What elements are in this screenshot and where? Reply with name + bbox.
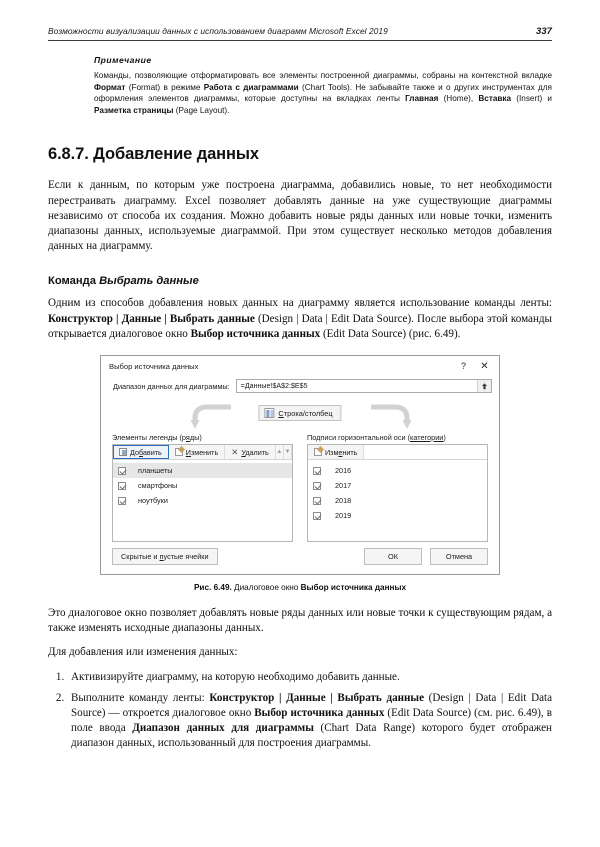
axis-toolbar	[308, 445, 487, 460]
subsection-heading	[48, 275, 552, 287]
subsection-paragraph	[48, 296, 552, 342]
axis-labels-pane	[307, 433, 488, 542]
add-pre: До	[130, 447, 139, 457]
range-label-accesskey: Д	[113, 381, 118, 391]
hidden-pre: Скрытые и	[121, 552, 160, 561]
edit-axis-label	[325, 448, 357, 457]
add-icon	[119, 448, 127, 456]
note-bold-format: Формат	[94, 82, 126, 92]
delete-series-label	[241, 448, 268, 457]
move-up-icon[interactable]: ▲	[276, 445, 284, 459]
list-item-label: планшеты	[138, 466, 173, 475]
note-block	[94, 55, 552, 116]
chart-data-range-label	[113, 382, 230, 391]
axis-labels-list[interactable]	[308, 460, 487, 541]
sp-bold-ribbon-path: Конструктор | Данные | Выбрать данные	[48, 312, 255, 325]
subsection-heading-plain: Команда	[48, 275, 100, 288]
step-2-text-1: Выполните команду ленты:	[71, 691, 210, 704]
chart-data-range-row	[101, 376, 499, 397]
list-item-label: смартфоны	[138, 481, 178, 490]
edit-icon	[175, 448, 183, 456]
delete-series-button[interactable]	[225, 445, 276, 459]
legend-entries-label	[112, 433, 293, 442]
list-item[interactable]	[113, 463, 292, 478]
list-item[interactable]	[308, 478, 487, 493]
hidden-post: устые ячейки	[163, 552, 209, 561]
note-bold-chart-tools: Работа с диаграммами	[203, 82, 299, 92]
list-item[interactable]	[308, 463, 487, 478]
sp-text-3: (Edit Data Source) (рис. 6.49).	[320, 327, 461, 340]
axis-label-accesskey: категории	[410, 433, 444, 442]
page-number: 337	[535, 26, 552, 37]
switch-row-column-label	[278, 409, 332, 418]
legend-label-b: ды)	[189, 433, 202, 442]
subsection-heading-italic: Выбрать данные	[99, 275, 199, 288]
legend-toolbar	[113, 445, 292, 460]
step-1-text: Активизируйте диаграмму, на которую необходимо добавить данные.	[71, 670, 400, 683]
step-2-text-4: (Chart Data Range) которого будет отображен диапазон данных, использованный для построения диаграммы.	[71, 722, 552, 750]
list-item[interactable]	[113, 478, 292, 493]
note-bold-insert: Вставка	[478, 94, 512, 104]
move-down-icon[interactable]: ▼	[284, 445, 292, 459]
note-bold-home: Главная	[405, 94, 439, 104]
chart-data-range-input[interactable]: =Данные!$A$2:$E$5	[240, 382, 308, 390]
running-head	[48, 26, 552, 40]
steps-list	[48, 670, 552, 752]
cancel-button[interactable]: Отмена	[430, 548, 488, 565]
section-heading: 6.8.7. Добавление данных	[48, 145, 259, 164]
left-curved-arrow-icon	[189, 401, 233, 433]
checkbox-icon[interactable]	[313, 497, 321, 505]
edit-axis-post: нить	[342, 447, 358, 457]
axis-toolbar-filler	[364, 445, 487, 459]
close-icon[interactable]: ✕	[480, 360, 489, 372]
legend-entries-box	[112, 444, 293, 542]
legend-entries-pane	[112, 433, 293, 542]
list-item[interactable]	[308, 508, 487, 523]
edit-accesskey: И	[185, 447, 191, 457]
figure-6-49	[48, 355, 552, 592]
axis-labels-box	[307, 444, 488, 542]
sp-text-1: Одним из способов добавления новых данных на диаграмму является использование команды ленты:	[48, 297, 552, 310]
header-rule	[48, 40, 552, 41]
section-paragraph: Если к данным, по которым уже построена диаграмма, добавились новые, то нет необходимости перестраивать диаграмму. Excel позволяет добавлять данные на уже существующие диаграммы независимо от способа их создания. Можно добавить новые ряды данных или новые точки, изменить диапазоны данных, используемые диаграммой. При этом существует несколько методов добавления данных на диаграмму.	[48, 179, 552, 253]
note-text-4: (Home),	[438, 94, 479, 104]
step-2-bold-dialog: Выбор источника данных	[254, 707, 385, 720]
note-text-2: (Format) в режиме	[125, 82, 204, 92]
hidden-accesskey: п	[159, 552, 164, 561]
checkbox-icon[interactable]	[313, 512, 321, 520]
note-text-5: (Insert) и	[511, 94, 552, 104]
list-item-label: ноутбуки	[138, 496, 168, 505]
dialog-title: Выбор источника данных	[109, 361, 199, 371]
legend-entries-list[interactable]	[113, 460, 292, 541]
edit-series-label	[186, 448, 218, 457]
step-2-text-3: (Edit Data Source) (см. рис. 6.49), в поле ввода	[71, 707, 552, 735]
figure-caption-bold: Выбор источника данных	[300, 583, 407, 592]
figure-number: Рис. 6.49.	[193, 583, 232, 592]
delete-x-icon: ✕	[231, 446, 239, 457]
dialog-titlebar	[101, 356, 499, 376]
add-series-button[interactable]	[113, 445, 169, 459]
del-post: далить	[245, 447, 269, 457]
figure-caption-text: Диалоговое окно	[231, 583, 301, 592]
figure-caption	[48, 583, 552, 592]
note-text-3: (Chart Tools). Не забывайте также и о других инструментах для оформления элементов диаграммы, которые доступны на вкладках ленты	[94, 82, 552, 104]
list-item	[67, 670, 552, 685]
switch-row-column-icon	[264, 408, 274, 418]
step-2-bold-ribbon: Конструктор | Данные | Выбрать данные	[209, 691, 424, 704]
switch-row-column-button[interactable]	[258, 405, 341, 421]
add-accesskey: б	[138, 447, 143, 457]
list-item-label: 2016	[335, 466, 352, 475]
chart-data-range-field[interactable]	[236, 379, 492, 393]
del-accesskey: У	[241, 447, 246, 457]
edit-series-button[interactable]	[169, 445, 225, 459]
legend-label-a: Элементы легенды (р	[112, 433, 186, 442]
step-2-bold-range: Диапазон данных для диаграммы	[132, 722, 314, 735]
note-text-6: (Page Layout).	[173, 105, 230, 115]
right-curved-arrow-icon	[369, 401, 413, 433]
range-label-rest: иапазон данных для диаграммы:	[117, 381, 230, 391]
running-head-title: Возможности визуализации данных с использованием диаграмм Microsoft Excel 2019	[48, 26, 388, 36]
ok-button[interactable]: ОК	[364, 548, 422, 565]
axis-label-a: Подписи горизонтальной оси (	[307, 433, 411, 442]
note-text-1: Команды, позволяющие отформатировать все элементы построенной диаграммы, собраны на контекстной вкладке	[94, 71, 552, 80]
list-item-label: 2017	[335, 481, 352, 490]
sp-bold-dialog-name: Выбор источника данных	[190, 327, 321, 340]
note-bold-page-layout: Разметка страницы	[94, 105, 174, 115]
note-title: Примечание	[94, 55, 152, 65]
edit-axis-labels-button[interactable]	[308, 445, 364, 459]
help-icon[interactable]: ?	[460, 361, 466, 371]
swap-label-rest: трока/столбец	[283, 408, 333, 418]
axis-label-b: )	[443, 433, 446, 442]
edit-icon	[314, 448, 322, 456]
checkbox-icon[interactable]	[313, 467, 321, 475]
checkbox-icon[interactable]	[118, 467, 126, 475]
note-body	[94, 70, 552, 116]
after-figure-paragraph-1: Это диалоговое окно позволяет добавлять новые ряды данных или новые точки к существующим рядам, а также изменять исходные диапазоны данных.	[48, 607, 552, 635]
legend-label-accesskey: я	[185, 433, 190, 442]
axis-labels-label	[307, 433, 488, 442]
dialog-footer	[101, 542, 499, 572]
checkbox-icon[interactable]	[118, 497, 126, 505]
list-item-label: 2018	[335, 496, 352, 505]
list-item[interactable]	[308, 493, 487, 508]
edit-axis-accesskey: е	[338, 447, 343, 457]
checkbox-icon[interactable]	[313, 482, 321, 490]
after-figure-paragraph-2: Для добавления или изменения данных:	[48, 646, 238, 659]
list-item	[67, 691, 552, 752]
switch-row-column-zone	[101, 399, 499, 433]
step-2-text-2: (Design | Data | Edit Data Source) — откроется диалоговое окно	[71, 691, 553, 720]
list-item[interactable]	[113, 493, 292, 508]
swap-accesskey: С	[278, 408, 284, 418]
sp-text-2: (Design | Data | Edit Data Source). После выбора этой команды открывается диалоговое окно	[48, 312, 552, 340]
collapse-dialog-icon[interactable]	[477, 380, 491, 392]
edit-post: зменить	[190, 447, 219, 457]
add-post: авить	[142, 447, 162, 457]
dialog-panes	[101, 433, 499, 542]
checkbox-icon[interactable]	[118, 482, 126, 490]
add-series-label	[130, 448, 162, 457]
hidden-and-empty-cells-button[interactable]	[112, 548, 218, 565]
list-item-label: 2019	[335, 511, 352, 520]
select-data-source-dialog	[100, 355, 500, 575]
edit-axis-pre: Изм	[325, 447, 339, 457]
